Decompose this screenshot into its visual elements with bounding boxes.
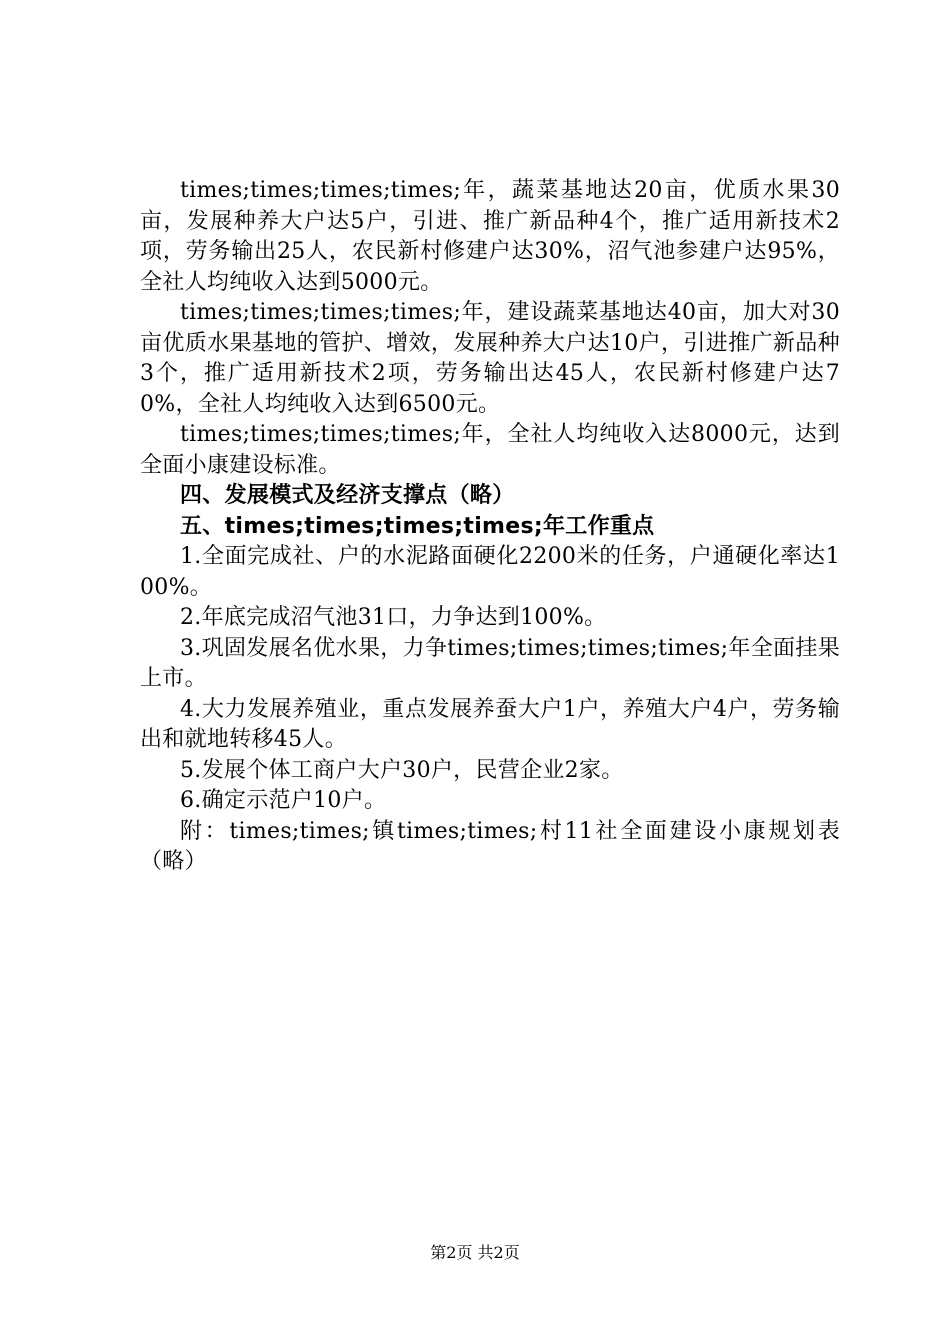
paragraph-goals-year-3: times;times;times;times;年，全社人均纯收入达8000元，达到全面小康建设标准。 bbox=[140, 422, 840, 478]
paragraph-goals-year-2: times;times;times;times;年，建设蔬菜基地达40亩，加大对30亩优质水果基地的管护、增效，发展种养大户达10户，引进推广新品种3个，推广适用新技术2项，劳务输出达45人，农民新村修建户达70%，全社人均纯收入达到6500元。 bbox=[140, 300, 840, 417]
page-footer: 第2页 共2页 bbox=[430, 1243, 520, 1262]
list-item-business: 5.发展个体工商户大户30户，民营企业2家。 bbox=[180, 757, 624, 783]
section-heading-development-model: 四、发展模式及经济支撑点（略） bbox=[180, 483, 515, 508]
list-item-road-hardening: 1.全面完成社、户的水泥路面硬化2200米的任务，户通硬化率达100%。 bbox=[140, 544, 840, 600]
paragraph-goals-year-1: times;times;times;times;年，蔬菜基地达20亩，优质水果30亩，发展种养大户达5户，引进、推广新品种4个，推广适用新技术2项，劳务输出25人，农民新村修建户达30%，沼气池参建户达95%，全社人均纯收入达到5000元。 bbox=[140, 178, 840, 295]
list-item-breeding: 4.大力发展养殖业，重点发展养蚕大户1户，养殖大户4户，劳务输出和就地转移45人。 bbox=[140, 696, 840, 752]
section-heading-work-focus: 五、times;times;times;times;年工作重点 bbox=[180, 513, 655, 539]
list-item-demo-households: 6.确定示范户10户。 bbox=[180, 788, 387, 813]
list-item-fruit: 3.巩固发展名优水果，力争times;times;times;times;年全面挂果上市。 bbox=[140, 635, 840, 691]
list-item-biogas: 2.年底完成沼气池31口，力争达到100%。 bbox=[180, 605, 607, 630]
appendix-note: 附：times;times;镇times;times;村11社全面建设小康规划表（略） bbox=[140, 818, 840, 874]
document-body bbox=[140, 176, 840, 878]
